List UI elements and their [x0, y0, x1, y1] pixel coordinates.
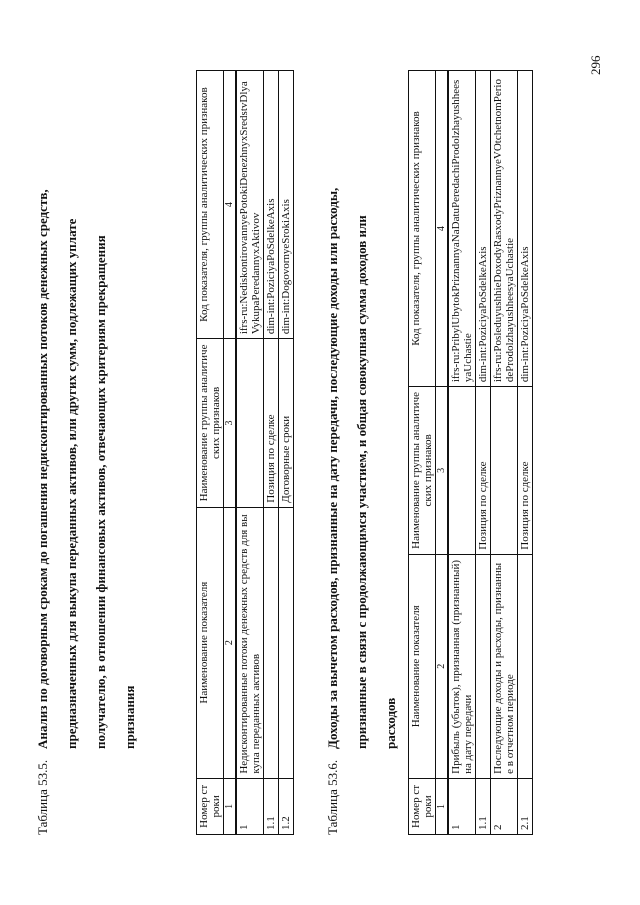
- table-row: [518, 71, 533, 835]
- indicator-name: [476, 554, 491, 778]
- col-number: 1: [436, 778, 449, 834]
- indicator-code: ifrs-ru:PosleduyushhieDoxodyRasxodyPriznannyeVOtchetnomPeriodeProdolzhayushheesyaUchastie: [491, 71, 518, 387]
- table-row: [476, 71, 491, 835]
- table2: [408, 70, 533, 835]
- col-number: 2: [224, 507, 237, 778]
- indicator-name: [279, 507, 294, 778]
- header-row-number: Номер строки: [197, 778, 224, 834]
- indicator-code: ifrs-ru:NediskontirovannyePotokiDenezhnyxSredstvDlyaVykupaPeredannyxAktivov: [236, 71, 264, 339]
- header-indicator-name: Наименование показателя: [197, 507, 224, 778]
- col-number: 1: [224, 778, 237, 834]
- table2-title-line: признанные в связи с продолжающимся участием, и общая совокупная сумма доходов или: [354, 215, 369, 749]
- row-number: 2.1: [518, 778, 533, 834]
- indicator-name: Прибыль (убыток), признанная (признанный) на дату передачи: [448, 554, 476, 778]
- indicator-name: Последующие доходы и расходы, признанные в отчетном периоде: [491, 554, 518, 778]
- header-code: Код показателя, группы аналитических признаков: [197, 71, 224, 339]
- row-number: 1.1: [476, 778, 491, 834]
- column-number-row: [436, 71, 449, 835]
- indicator-code: ifrs-ru:PribylUbytokPriznannyaNaDatuPeredachiProdolzhayushheesyaUchastie: [448, 71, 476, 387]
- page-number: 296: [588, 55, 603, 75]
- group-name: [236, 339, 264, 508]
- table1: [196, 70, 294, 835]
- col-number: 4: [224, 71, 237, 339]
- indicator-name: [518, 554, 533, 778]
- row-number: 1: [236, 778, 264, 834]
- table-row: [236, 71, 264, 835]
- indicator-code: dim-int:PoziciyaPoSdelkeAxis: [476, 71, 491, 387]
- group-name: Позиция по сделке: [476, 387, 491, 555]
- row-number: 1: [448, 778, 476, 834]
- header-group-name: Наименование группы аналитических признаков: [409, 387, 436, 555]
- table1-label: Таблица 53.5.: [35, 759, 50, 835]
- table-row: [264, 71, 279, 835]
- table-header-row: [197, 71, 224, 835]
- col-number: 3: [224, 339, 237, 508]
- table-row: [279, 71, 294, 835]
- table1-title-line: предназначенных для выкупа переданных активов, или других сумм, подлежащих уплате: [64, 218, 79, 749]
- indicator-name: Недисконтированные потоки денежных средств для выкупа переданных активов: [236, 507, 264, 778]
- indicator-code: dim-int:PoziciyaPoSdelkeAxis: [264, 71, 279, 339]
- row-number: 2: [491, 778, 518, 834]
- group-name: [491, 387, 518, 555]
- indicator-code: dim-int:PoziciyaPoSdelkeAxis: [518, 71, 533, 387]
- table2-title-line: расходов: [383, 697, 398, 749]
- table1-title-line: Анализ по договорным срокам до погашения недисконтированных потоков денежных средств,: [35, 189, 50, 749]
- header-group-name: Наименование группы аналитических признаков: [197, 339, 224, 508]
- indicator-code: dim-int:DogovornyeSrokiAxis: [279, 71, 294, 339]
- column-number-row: [224, 71, 237, 835]
- col-number: 3: [436, 387, 449, 555]
- table-header-row: [409, 71, 436, 835]
- header-row-number: Номер строки: [409, 778, 436, 834]
- header-code: Код показателя, группы аналитических признаков: [409, 71, 436, 387]
- group-name: Позиция по сделке: [264, 339, 279, 508]
- table-row: [448, 71, 476, 835]
- table1-caption: [28, 35, 144, 835]
- table2-title-line: Доходы за вычетом расходов, признанные на дату передачи, последующие доходы или расходы,: [325, 187, 340, 749]
- group-name: Договорные сроки: [279, 339, 294, 508]
- col-number: 2: [436, 554, 449, 778]
- table1-title-line: признания: [122, 685, 137, 749]
- indicator-name: [264, 507, 279, 778]
- header-indicator-name: Наименование показателя: [409, 554, 436, 778]
- table2-caption: [318, 35, 405, 835]
- col-number: 4: [436, 71, 449, 387]
- group-name: Позиция по сделке: [518, 387, 533, 555]
- table2-label: Таблица 53.6.: [325, 759, 340, 835]
- group-name: [448, 387, 476, 555]
- row-number: 1.1: [264, 778, 279, 834]
- table1-title-line: получателю, в отношении финансовых активов, отвечающих критериям прекращения: [93, 235, 108, 749]
- row-number: 1.2: [279, 778, 294, 834]
- table-row: [491, 71, 518, 835]
